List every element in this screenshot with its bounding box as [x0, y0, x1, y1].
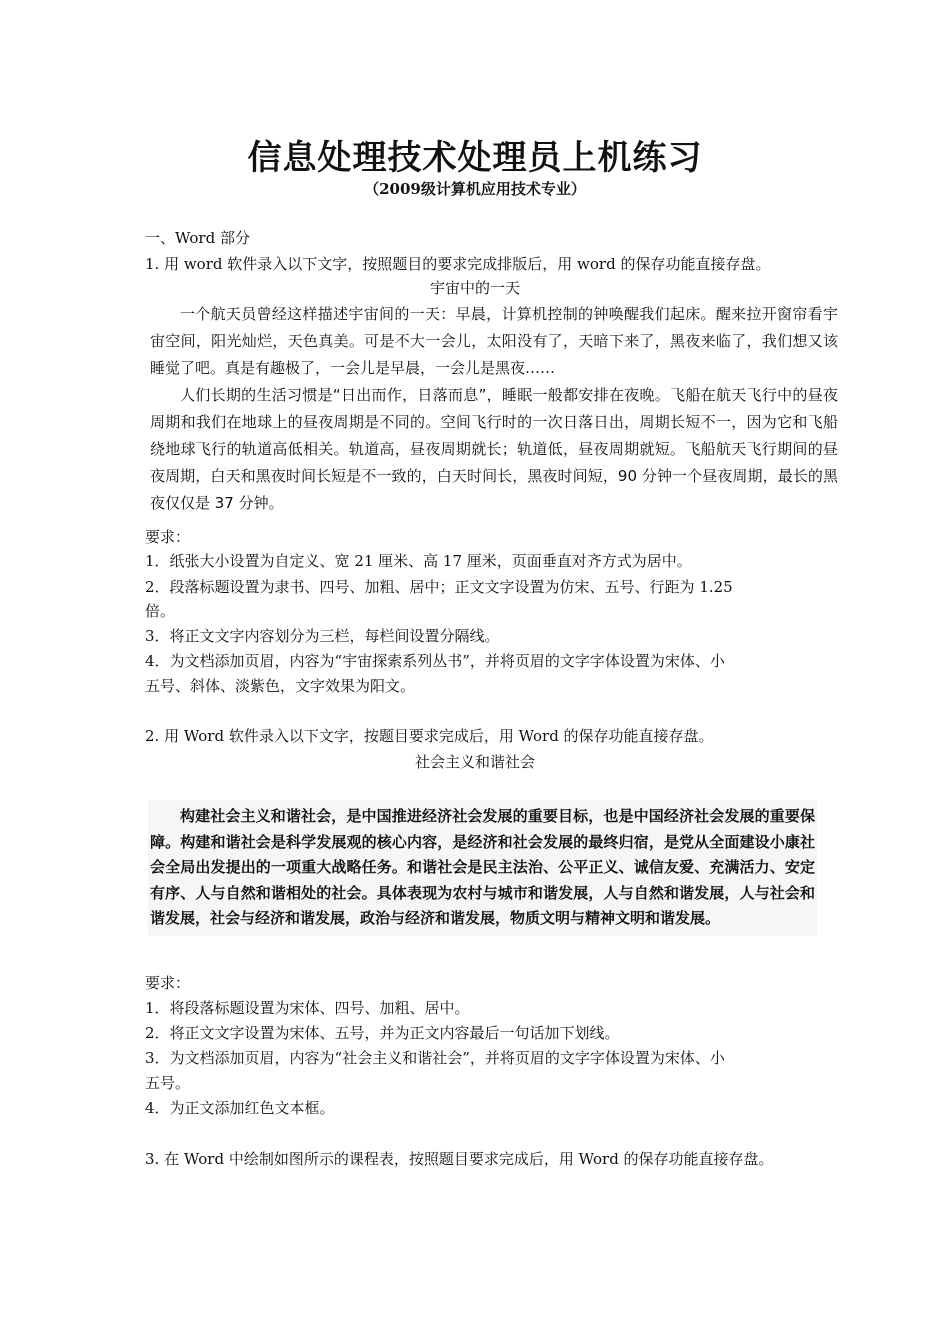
- q2-req-2: 2．将正文文字设置为宋体、五号，并为正文内容最后一句话加下划线。: [145, 1024, 620, 1042]
- q1-heading: 宇宙中的一天: [429, 279, 520, 297]
- q2-intro: 2. 用 Word 软件录入以下文字，按题目要求完成后，用 Word 的保存功能直接存盘。: [145, 727, 714, 745]
- q3-intro: 3. 在 Word 中绘制如图所示的课程表，按照题目要求完成后，用 Word 的保存功能直接存盘。: [145, 1150, 774, 1168]
- q1-req-1: 1．纸张大小设置为自定义、宽 21 厘米、高 17 厘米，页面垂直对齐方式为居中。: [145, 552, 692, 570]
- q1-req-label: 要求：: [145, 528, 191, 546]
- q1-req-2-cont: 倍。: [145, 602, 176, 620]
- q2-heading: 社会主义和谐社会: [414, 753, 535, 771]
- section-heading: 一、Word 部分: [145, 229, 250, 247]
- page-title: 信息处理技术处理员上机练习: [247, 138, 703, 178]
- q2-req-1: 1．将段落标题设置为宋体、四号、加粗、居中。: [145, 999, 470, 1017]
- q1-req-3: 3．将正文文字内容划分为三栏，每栏间设置分隔线。: [145, 627, 500, 645]
- q2-paragraph: 构建社会主义和谐社会，是中国推进经济社会发展的重要目标，也是中国经济社会发展的重要保障。构建和谐社会是科学发展观的核心内容，是经济和社会发展的最终归宿，是党从全面建设小康社会全局出发提出的一项重大战略任务。和谐社会是民主法治、公平正义、诚信友爱、充满活力、安定有序、人与自然和谐相处的社会。具体表现为农村与城市和谐发展，人与自然和谐发展，人与社会和谐发展，社会与经济和谐发展，政治与经济和谐发展，物质文明与精神文明和谐发展。: [150, 807, 815, 927]
- q2-req-label: 要求：: [145, 974, 191, 992]
- q1-intro: 1. 用 word 软件录入以下文字，按照题目的要求完成排版后，用 word 的保存功能直接存盘。: [145, 255, 771, 273]
- page-subtitle: （2009级计算机应用技术专业）: [364, 180, 586, 198]
- q1-req-2: 2．段落标题设置为隶书、四号、加粗、居中；正文文字设置为仿宋、五号、行距为 1.25: [145, 578, 733, 596]
- q1-paragraph-2: 人们长期的生活习惯是“日出而作，日落而息”，睡眠一般都安排在夜晚。飞船在航天飞行中的昼夜周期和我们在地球上的昼夜周期是不同的。空间飞行时的一次日落日出，周期长短不一，因为它和飞船绕地球飞行的轨道高低相关。轨道高，昼夜周期就长；轨道低，昼夜周期就短。飞船航天飞行期间的昼夜周期，白天和黑夜时间长短是不一致的，白天时间长，黑夜时间短，90 分钟一个昼夜周期，最长的黑夜仅仅是 37 分钟。: [150, 386, 838, 512]
- q2-req-3: 3．为文档添加页眉，内容为“社会主义和谐社会”，并将页眉的文字字体设置为宋体、小: [145, 1049, 725, 1067]
- q1-req-4-cont: 五号、斜体、淡紫色，文字效果为阳文。: [145, 677, 416, 695]
- q2-req-3-cont: 五号。: [145, 1074, 191, 1092]
- q1-req-4: 4．为文档添加页眉，内容为“宇宙探索系列丛书”，并将页眉的文字字体设置为宋体、小: [145, 652, 725, 670]
- q2-req-4: 4．为正文添加红色文本框。: [145, 1099, 335, 1117]
- q2-body: [148, 800, 817, 936]
- q1-paragraph-1: 一个航天员曾经这样描述宇宙间的一天：早晨，计算机控制的钟唤醒我们起床。醒来拉开窗帘看宇宙空间，阳光灿烂，天色真美。可是不大一会儿，太阳没有了，天暗下来了，黑夜来临了，我们想又该睡觉了吧。真是有趣极了，一会儿是早晨，一会儿是黑夜……: [150, 305, 838, 377]
- q1-body: [150, 301, 838, 517]
